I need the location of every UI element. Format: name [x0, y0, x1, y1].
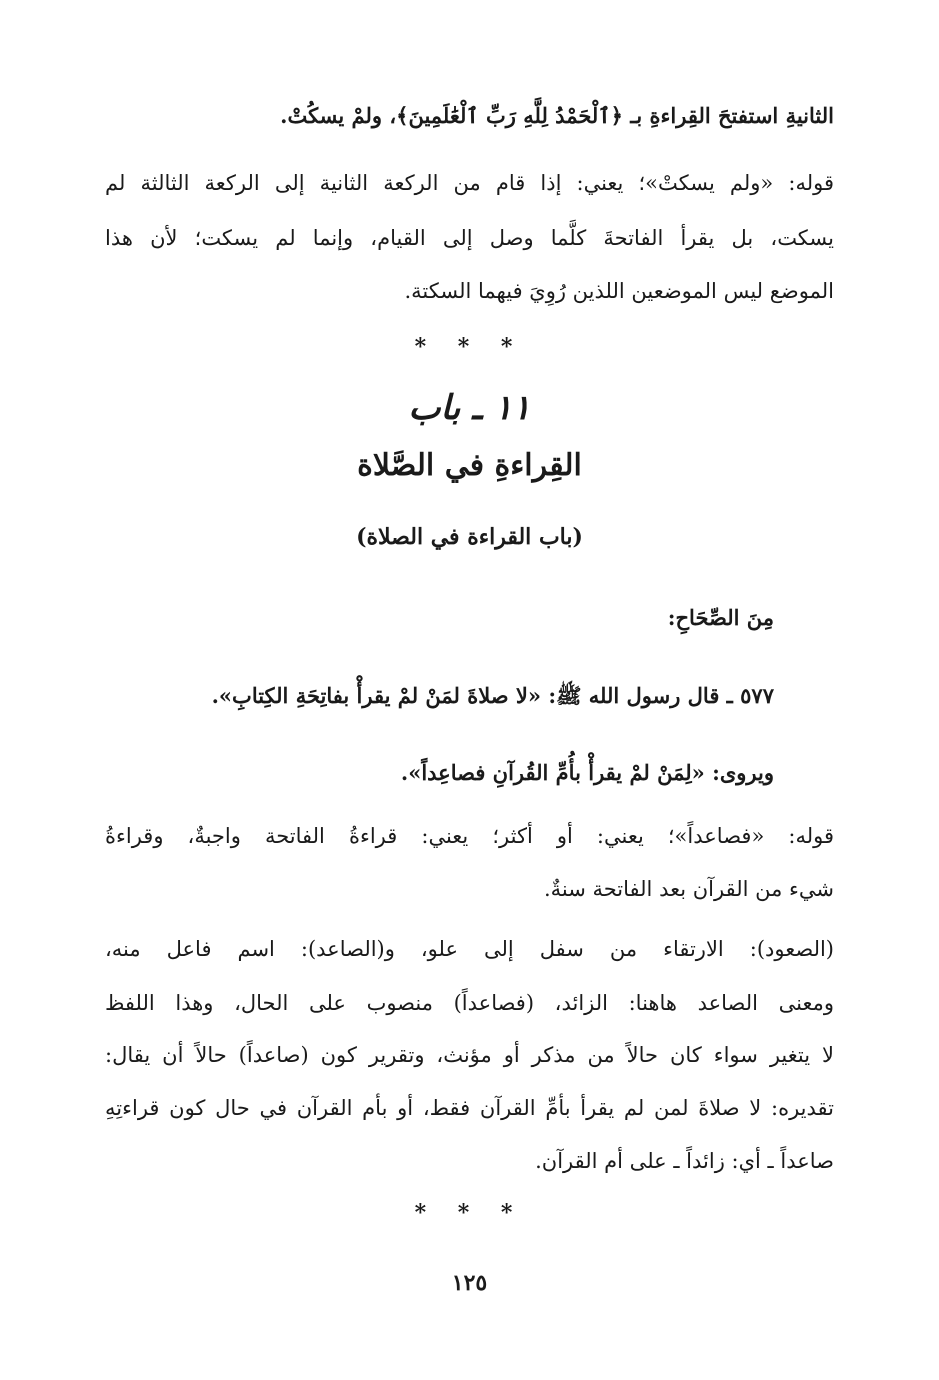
commentary-line: (الصعود): الارتقاء من سفل إلى علو، و(الصاعد): اسم فاعل منه،	[105, 937, 834, 961]
commentary-line: لا يتغير سواء كان حالاً من مذكر أو مؤنث، وتقرير كون (صاعداً) حالاً أن يقال:	[105, 1043, 834, 1067]
chapter-number: ١١ ـ باب	[408, 388, 531, 428]
section-separator: * * *	[414, 1200, 525, 1226]
commentary-line: يسكت، بل يقرأ الفاتحةَ كلَّما وصل إلى القيام، وإنما لم يسكت؛ لأن هذا	[105, 226, 834, 250]
section-separator: * * *	[414, 334, 525, 360]
commentary-line: ومعنى الصاعد هاهنا: الزائد، (فصاعداً) منصوب على الحال، وهذا اللفظ	[105, 991, 834, 1015]
commentary-line: قوله: «ولم يسكتْ»؛ يعني: إذا قام من الركعة الثانية إلى الركعة الثالثة لم	[105, 171, 834, 195]
section-label: مِنَ الصِّحَاحِ:	[667, 605, 774, 630]
chapter-title: القِراءةِ في الصَّلاة	[357, 448, 582, 483]
opening-line: الثانيةِ استفتحَ القِراءةِ بـ ﴿ٱلْحَمْدُ لِلَّهِ رَبِّ ٱلْعَٰلَمِينَ﴾، ولمْ يسكُتْ.	[280, 103, 834, 128]
commentary-line: تقديره: لا صلاةَ لمن لم يقرأ بأمِّ القرآن فقط، أو بأم القرآن في حال كون قراءتِهِ	[105, 1096, 834, 1120]
chapter-subtitle: (باب القراءة في الصلاة)	[356, 524, 583, 550]
hadith-text: ٥٧٧ ـ قال رسول الله ﷺ: «لا صلاةَ لمَنْ لمْ يقرأْ بفاتِحَةِ الكِتابِ».	[211, 683, 774, 708]
commentary-line: صاعداً ـ أي: زائداً ـ على أم القرآن.	[535, 1149, 834, 1173]
page-number: ١٢٥	[451, 1270, 488, 1296]
commentary-line: الموضع ليس الموضعين اللذين رُوِيَ فيهما السكتة.	[404, 279, 834, 303]
commentary-line: شيء من القرآن بعد الفاتحة سنةٌ.	[543, 877, 834, 901]
commentary-line: قوله: «فصاعداً»؛ يعني: أو أكثر؛ يعني: قراءةُ الفاتحة واجبةٌ، وقراءةُ	[105, 824, 834, 848]
hadith-variant: ويروى: «لِمَنْ لمْ يقرأْ بأُمِّ القُرآنِ فصاعِداً».	[400, 760, 774, 785]
